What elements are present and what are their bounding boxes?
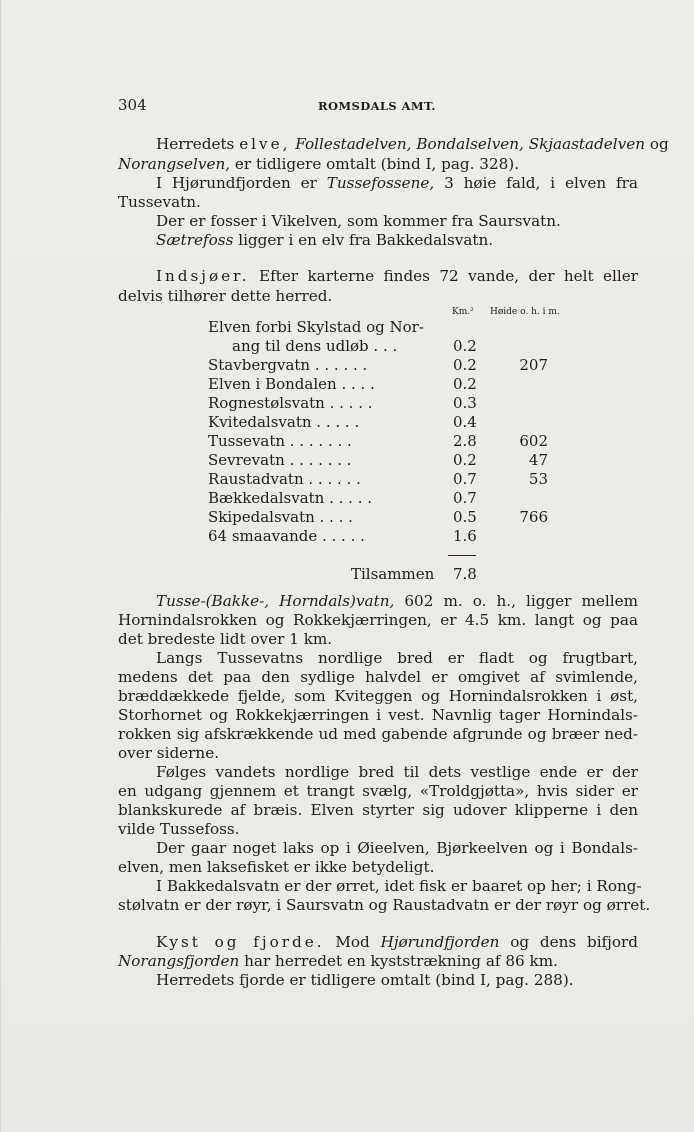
- table-row-km: 0.3: [453, 394, 477, 412]
- text-line: Hornindalsrokken og Rokkekjærringen, er 4.5 km. langt og paa: [118, 611, 638, 629]
- table-row-name: Kvitedalsvatn . . . . .: [208, 413, 360, 431]
- table-row-name: Rognestølsvatn . . . . .: [208, 394, 373, 412]
- running-header: ROMSDALS AMT.: [318, 99, 436, 113]
- text-line: stølvatn er der røyr, i Saursvatn og Raustadvatn er der røyr og ørret.: [118, 896, 651, 914]
- text-line: Herredets fjorde er tidligere omtalt (bind I, pag. 288).: [156, 971, 574, 989]
- text-line: Der gaar noget laks op i Øieelven, Bjørkeelven og i Bondals-: [156, 839, 638, 857]
- text-line: I Bakkedalsvatn er der ørret, idet fisk er baaret op her; i Rong-: [156, 877, 642, 895]
- text-line: bræddækkede fjelde, som Kviteggen og Hornindalsrokken i øst,: [118, 687, 638, 705]
- text-line: Storhornet og Rokkekjærringen i vest. Navnlig tager Hornindals-: [118, 706, 638, 724]
- text-line: Tussevatn.: [118, 193, 201, 211]
- text-line: Norangselven, er tidligere omtalt (bind I, pag. 328).: [118, 155, 520, 173]
- text-line: delvis tilhører dette herred.: [118, 287, 333, 305]
- table-row-name: Elven forbi Skylstad og Nor-: [208, 318, 424, 336]
- text-line: over siderne.: [118, 744, 220, 762]
- table-row-height: 602: [519, 432, 548, 450]
- table-row-km: 0.2: [453, 356, 477, 374]
- table-row-height: 207: [519, 356, 548, 374]
- table-row-height: 766: [519, 508, 548, 526]
- text-line: I Hjørundfjorden er Tussefossene, 3 høie fald, i elven fra: [156, 174, 638, 192]
- text-line: Følges vandets nordlige bred til dets vestlige ende er der: [156, 763, 638, 781]
- table-row-km: 0.2: [453, 375, 477, 393]
- total-label: Tilsammen: [351, 565, 435, 583]
- text-line: blankskurede af bræis. Elven styrter sig udover klipperne i den: [118, 801, 638, 819]
- table-row-km: 2.8: [453, 432, 477, 450]
- table-row-height: 47: [528, 451, 548, 469]
- text-line: vilde Tussefoss.: [118, 820, 240, 838]
- text-line: Norangsfjorden har herredet en kyststrækning af 86 km.: [118, 952, 558, 970]
- page-number: 304: [118, 96, 147, 114]
- table-row-name: 64 smaavande . . . . .: [208, 527, 365, 545]
- table-row-name: Skipedalsvatn . . . .: [208, 508, 353, 526]
- table-row-km: 0.2: [453, 451, 477, 469]
- sum-rule: [448, 555, 476, 556]
- table-row-name: Raustadvatn . . . . . .: [208, 470, 361, 488]
- column-header-height: Høide o. h. i m.: [490, 307, 560, 317]
- table-row-name: Tussevatn . . . . . . .: [208, 432, 352, 450]
- text-line: Sætrefoss ligger i en elv fra Bakkedalsvatn.: [156, 231, 494, 249]
- table-row-km: 1.6: [453, 527, 477, 545]
- table-row-km: 0.5: [453, 508, 477, 526]
- table-row-km: 0.2: [453, 337, 477, 355]
- text-line: Herredets elve, Follestadelven, Bondalselven, Skjaastadelven og: [156, 135, 669, 153]
- column-header-km: Km.²: [452, 307, 474, 317]
- text-line: Tusse-(Bakke-, Horndals)vatn, 602 m. o. h., ligger mellem: [156, 592, 638, 610]
- table-row-name: Sevrevatn . . . . . . .: [208, 451, 352, 469]
- text-line: medens det paa den sydlige halvdel er omgivet af svimlende,: [118, 668, 638, 686]
- text-line: det bredeste lidt over 1 km.: [118, 630, 333, 648]
- text-line: Indsjøer. Efter karterne findes 72 vande, der helt eller: [156, 267, 638, 285]
- text-line: Der er fosser i Vikelven, som kommer fra Saursvatn.: [156, 212, 561, 230]
- table-row-name: Bækkedalsvatn . . . . .: [208, 489, 373, 507]
- text-line: en udgang gjennem et trangt svælg, «Troldgjøtta», hvis sider er: [118, 782, 638, 800]
- total-km: 7.8: [453, 565, 477, 583]
- text-line: rokken sig afskrækkende ud med gabende afgrunde og bræer ned-: [118, 725, 638, 743]
- table-row-km: 0.7: [453, 470, 477, 488]
- table-row-km: 0.4: [453, 413, 477, 431]
- text-line: Langs Tussevatns nordlige bred er fladt og frugtbart,: [156, 649, 638, 667]
- table-row-height: 53: [528, 470, 548, 488]
- table-row-name: Stavbergvatn . . . . . .: [208, 356, 368, 374]
- table-row-name: ang til dens udløb . . .: [232, 337, 398, 355]
- text-line: elven, men laksefisket er ikke betydeligt.: [118, 858, 435, 876]
- table-row-km: 0.7: [453, 489, 477, 507]
- text-line: Kyst og fjorde. Mod Hjørundfjorden og dens bifjord: [156, 933, 639, 951]
- table-row-name: Elven i Bondalen . . . .: [208, 375, 375, 393]
